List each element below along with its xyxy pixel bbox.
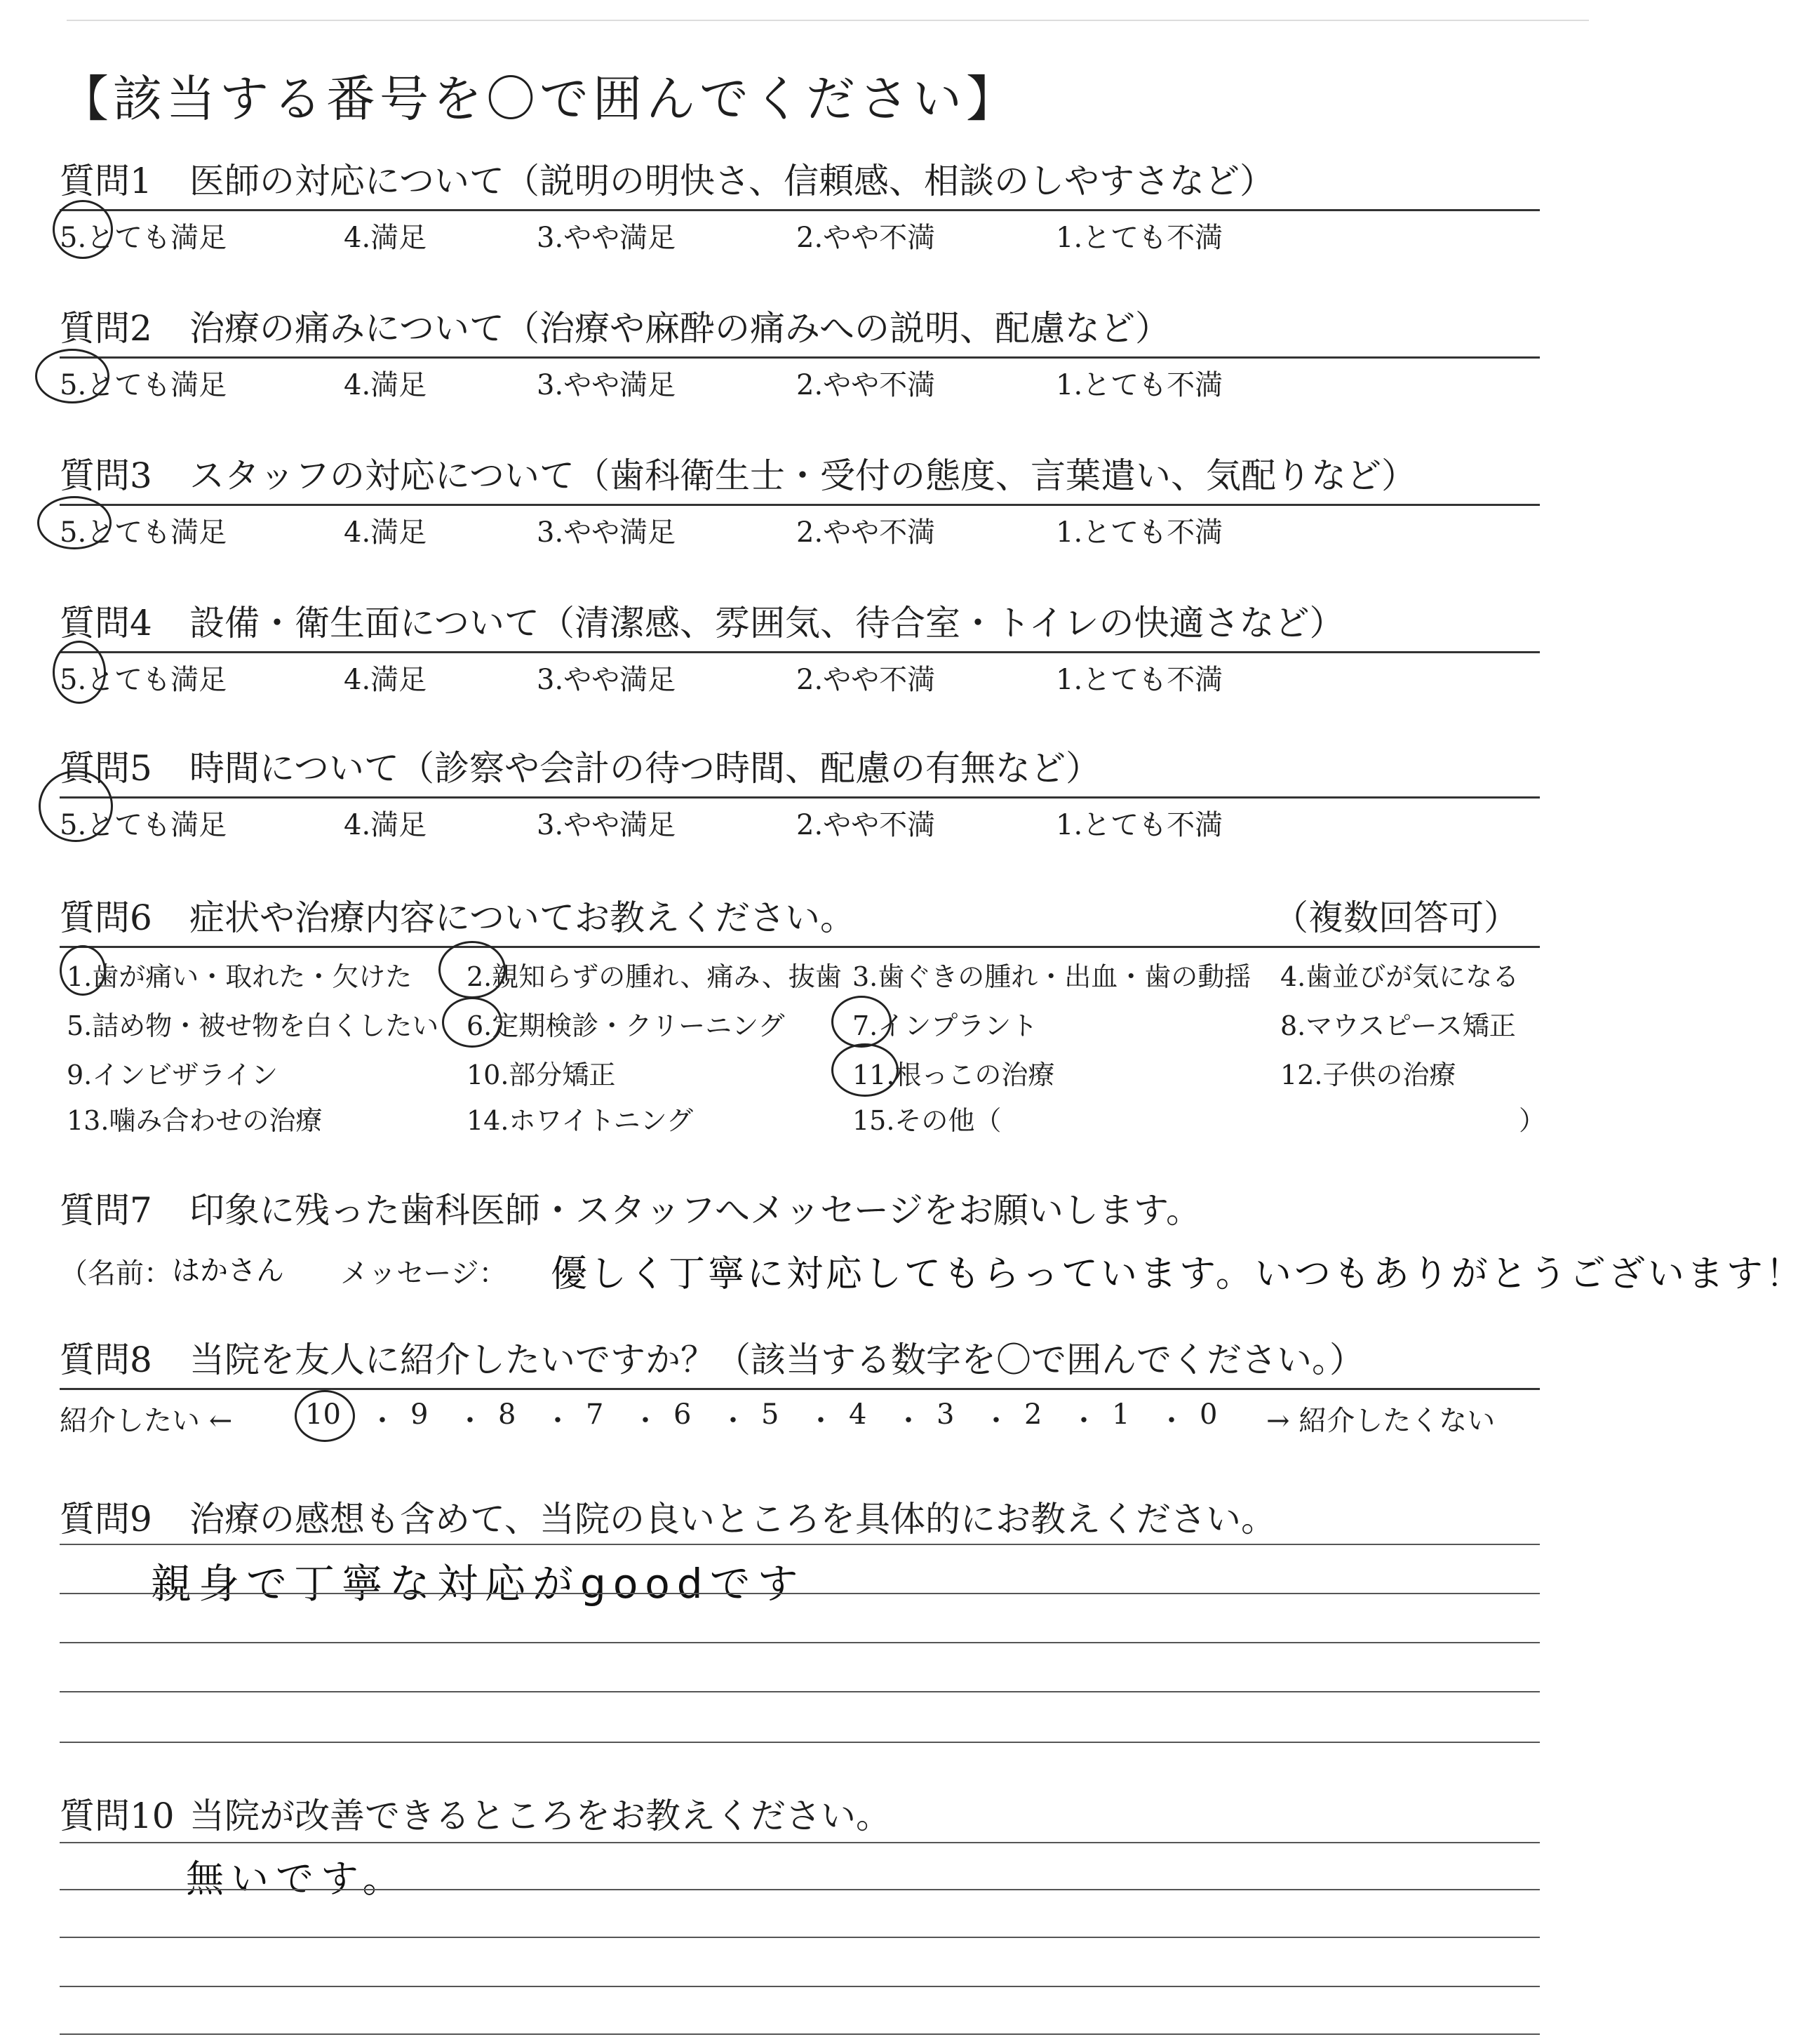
rating-option-5[interactable]: 5.とても満足: [60, 664, 227, 696]
symptom-option-3[interactable]: 3.歯ぐきの腫れ・出血・歯の動揺: [852, 961, 1252, 992]
scale-6[interactable]: 6: [673, 1398, 692, 1431]
message-row: [60, 1238, 1805, 1302]
scale-dot: ・: [807, 1405, 835, 1437]
writing-line: [60, 1889, 1540, 1890]
rating-option-3[interactable]: 3.やや満足: [537, 222, 676, 254]
writing-line: [60, 2033, 1540, 2035]
writing-line: [60, 1937, 1540, 1938]
scale-1[interactable]: 1: [1112, 1398, 1130, 1431]
question-number: 質問1: [60, 161, 152, 201]
rating-option-3[interactable]: 3.やや満足: [537, 809, 676, 841]
rating-option-4[interactable]: 4.満足: [344, 369, 427, 401]
symptom-option-12[interactable]: 12.子供の治療: [1280, 1060, 1456, 1090]
question-10: [60, 1788, 1540, 1844]
question-number: 質問3: [60, 455, 152, 496]
question-5: [60, 740, 1540, 848]
scale-10[interactable]: 10: [305, 1398, 341, 1431]
question-text: スタッフの対応について（歯科衛生士・受付の態度、言葉遣い、気配りなど）: [189, 455, 1416, 496]
symptom-option-5[interactable]: 5.詰め物・被せ物を白くしたい: [67, 1010, 439, 1041]
question-4: [60, 595, 1540, 702]
question-1: [60, 153, 1540, 260]
scale-dot: ・: [1070, 1405, 1098, 1437]
rating-option-4[interactable]: 4.満足: [344, 809, 427, 841]
question-number: 質問4: [60, 603, 152, 643]
rating-option-5[interactable]: 5.とても満足: [60, 516, 227, 549]
question-number: 質問8: [60, 1340, 152, 1380]
rating-option-2[interactable]: 2.やや不満: [796, 369, 936, 401]
rating-options: [60, 506, 1540, 555]
scale-dot: ・: [1158, 1405, 1186, 1437]
symptom-option-7[interactable]: 7.インプラント: [852, 1010, 1038, 1041]
q9-handwritten-answer[interactable]: 親身で丁寧な対応がgoodです: [151, 1560, 805, 1608]
writing-line: [60, 1842, 1540, 1843]
rating-options: [60, 653, 1540, 702]
writing-line: [60, 1986, 1540, 1987]
question-number: 質問2: [60, 308, 152, 349]
question-text: 当院を友人に紹介したいですか？（該当する数字を〇で囲んでください。）: [189, 1340, 1364, 1380]
symptom-options: [60, 948, 1546, 1144]
scale-9[interactable]: 9: [410, 1398, 429, 1431]
question-number: 質問7: [60, 1190, 152, 1231]
rating-option-2[interactable]: 2.やや不満: [796, 664, 936, 696]
question-9: [60, 1491, 1540, 1547]
q10-handwritten-answer[interactable]: 無いです。: [186, 1857, 408, 1901]
scale-5[interactable]: 5: [761, 1398, 779, 1431]
question-6: [60, 890, 1546, 1144]
scale-dot: ・: [894, 1405, 922, 1437]
symptom-option-1[interactable]: 1.歯が痛い・取れた・欠けた: [67, 961, 412, 992]
rating-options: [60, 799, 1540, 848]
question-text: 設備・衛生面について（清潔感、雰囲気、待合室・トイレの快適さなど）: [189, 603, 1345, 643]
rating-option-3[interactable]: 3.やや満足: [537, 664, 676, 696]
scale-dot: ・: [368, 1405, 396, 1437]
symptom-option-2[interactable]: 2.親知らずの腫れ、痛み、抜歯: [467, 961, 842, 992]
rating-option-1[interactable]: 1.とても不満: [1056, 222, 1223, 254]
scale-2[interactable]: 2: [1024, 1398, 1042, 1431]
rating-option-4[interactable]: 4.満足: [344, 516, 427, 549]
symptom-option-11[interactable]: 11.根っこの治療: [852, 1060, 1055, 1090]
symptom-option-9[interactable]: 9.インビザライン: [67, 1060, 279, 1090]
question-number: 質問9: [60, 1499, 152, 1539]
rating-option-1[interactable]: 1.とても不満: [1056, 664, 1223, 696]
question-number: 質問6: [60, 897, 152, 938]
symptom-option-15[interactable]: 15.その他（: [852, 1105, 1002, 1136]
scale-3[interactable]: 3: [937, 1398, 955, 1431]
question-8: [60, 1332, 1540, 1446]
scale-right-label: → 紹介したくない: [1266, 1405, 1496, 1437]
name-handwritten[interactable]: はかさん: [172, 1255, 284, 1287]
top-border: [67, 20, 1589, 21]
rating-option-5[interactable]: 5.とても満足: [60, 222, 227, 254]
scale-dot: ・: [456, 1405, 484, 1437]
writing-line: [60, 1691, 1540, 1692]
symptom-option-14[interactable]: 14.ホワイトニング: [467, 1105, 694, 1136]
symptom-option-8[interactable]: 8.マウスピース矯正: [1280, 1010, 1516, 1041]
symptom-option-13[interactable]: 13.噛み合わせの治療: [67, 1105, 323, 1136]
question-2: [60, 300, 1540, 408]
rating-option-1[interactable]: 1.とても不満: [1056, 516, 1223, 549]
referral-scale: [60, 1390, 1540, 1446]
instruction-header: 【該当する番号を〇で囲んでください】: [60, 70, 1019, 128]
rating-option-4[interactable]: 4.満足: [344, 222, 427, 254]
writing-line: [60, 1544, 1540, 1545]
rating-option-5[interactable]: 5.とても満足: [60, 809, 227, 841]
rating-option-3[interactable]: 3.やや満足: [537, 516, 676, 549]
name-label: （名前：: [60, 1257, 172, 1290]
scale-8[interactable]: 8: [498, 1398, 516, 1431]
symptom-option-4[interactable]: 4.歯並びが気になる: [1280, 961, 1519, 992]
question-3: [60, 448, 1540, 555]
question-text: 症状や治療内容についてお教えください。: [189, 897, 855, 938]
rating-option-2[interactable]: 2.やや不満: [796, 516, 936, 549]
message-handwritten[interactable]: 優しく丁寧に対応してもらっています。いつもありがとうございます！: [551, 1253, 1805, 1295]
message-label: メッセージ：: [340, 1257, 507, 1290]
rating-option-2[interactable]: 2.やや不満: [796, 222, 936, 254]
question-text: 当院が改善できるところをお教えください。: [189, 1796, 891, 1836]
scale-0[interactable]: 0: [1200, 1398, 1218, 1431]
question-text: 医師の対応について（説明の明快さ、信頼感、相談のしやすさなど）: [189, 161, 1275, 201]
question-text: 時間について（診察や会計の待つ時間、配慮の有無など）: [189, 748, 1101, 789]
rating-options: [60, 211, 1540, 260]
rating-option-2[interactable]: 2.やや不満: [796, 809, 936, 841]
scale-7[interactable]: 7: [586, 1398, 604, 1431]
scale-dot: ・: [719, 1405, 747, 1437]
scale-dot: ・: [631, 1405, 659, 1437]
rating-option-3[interactable]: 3.やや満足: [537, 369, 676, 401]
scale-4[interactable]: 4: [849, 1398, 867, 1431]
question-text: 治療の感想も含めて、当院の良いところを具体的にお教えください。: [189, 1499, 1276, 1539]
writing-line: [60, 1642, 1540, 1643]
rating-options: [60, 359, 1540, 408]
rating-option-1[interactable]: 1.とても不満: [1056, 369, 1223, 401]
rating-option-4[interactable]: 4.満足: [344, 664, 427, 696]
rating-option-1[interactable]: 1.とても不満: [1056, 809, 1223, 841]
question-number: 質問5: [60, 748, 152, 789]
symptom-option-6[interactable]: 6.定期検診・クリーニング: [467, 1010, 785, 1041]
symptom-option-10[interactable]: 10.部分矯正: [467, 1060, 616, 1090]
question-7: [60, 1182, 1805, 1302]
multiple-answer-note: （複数回答可）: [1273, 897, 1519, 938]
question-text: 治療の痛みについて（治療や麻酔の痛みへの説明、配慮など）: [189, 308, 1170, 349]
scale-dot: ・: [544, 1405, 572, 1437]
writing-line: [60, 1742, 1540, 1743]
other-close-paren: ）: [1519, 1105, 1546, 1136]
scale-dot: ・: [982, 1405, 1010, 1437]
writing-line: [60, 1593, 1540, 1594]
scale-left-label: 紹介したい ←: [60, 1405, 233, 1437]
question-text: 印象に残った歯科医師・スタッフへメッセージをお願いします。: [189, 1190, 1201, 1231]
question-number: 質問10: [60, 1796, 175, 1836]
rating-option-5[interactable]: 5.とても満足: [60, 369, 227, 401]
